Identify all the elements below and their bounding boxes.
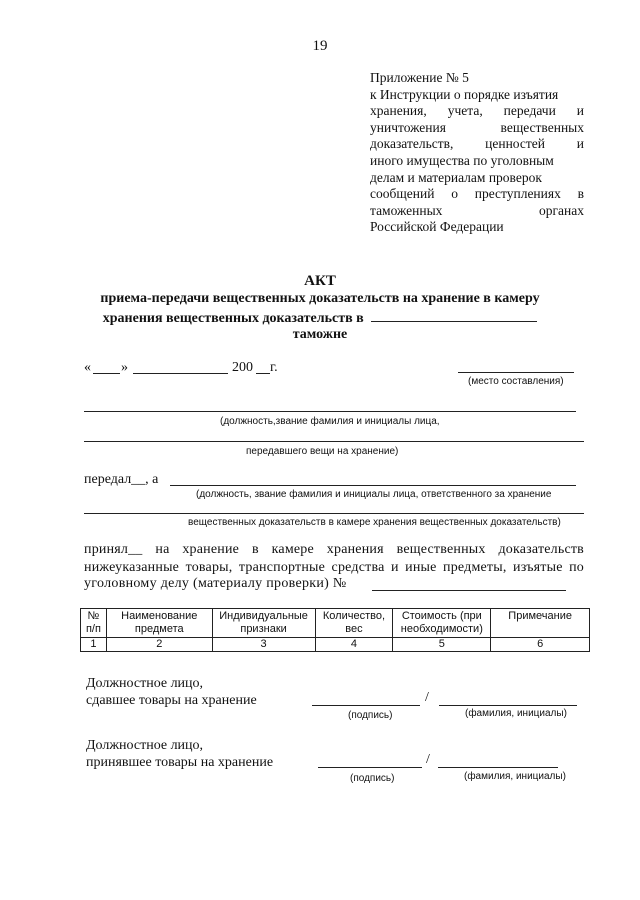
name-blank-2[interactable] (438, 767, 558, 768)
name-blank-1[interactable] (439, 705, 577, 706)
table-header-cell: Стоимость (при необходимости) (393, 609, 491, 638)
appendix-line: делам и материалам проверок (370, 169, 542, 185)
date-day-close-quote: » (121, 360, 128, 375)
appendix-line: сообщений о преступлениях в (370, 186, 584, 202)
signature-label-1: Должностное лицо, сдавшее товары на хранение (86, 676, 257, 708)
name-caption-2: (фамилия, инициалы) (464, 771, 566, 782)
appendix-line: иного имущества по уголовным (370, 152, 554, 168)
paragraph-line-3: уголовному делу (материалу проверки) № (84, 576, 347, 591)
table-number-row (81, 638, 590, 652)
table-cell: 1 (81, 638, 107, 652)
receiver-caption-1: (должность, звание фамилия и инициалы лица, ответственного за хранение (196, 489, 552, 500)
transferor-caption-1: (должность,звание фамилия и инициалы лица, (220, 416, 440, 427)
page-number: 19 (312, 38, 328, 54)
place-caption: (место составления) (468, 376, 564, 387)
table-header-cell: Индивидуальные признаки (212, 609, 315, 638)
appendix-line: таможенных органах (370, 202, 584, 218)
table-header-row (81, 609, 590, 638)
name-caption-1: (фамилия, инициалы) (465, 708, 567, 719)
act-title: АКТ (304, 273, 336, 289)
acceptance-paragraph (84, 541, 584, 576)
date-day-blank[interactable] (93, 373, 120, 374)
appendix-line: хранения, учета, передачи и (370, 103, 584, 119)
transferor-caption-2: передавшего вещи на хранение) (246, 446, 399, 457)
table-cell: 2 (106, 638, 212, 652)
table-header-cell: Примечание (491, 609, 590, 638)
table-header-cell: № п/п (81, 609, 107, 638)
date-year-suffix: г. (270, 360, 278, 375)
table-header-cell: Наименование предмета (106, 609, 212, 638)
transferor-line-2[interactable] (84, 441, 584, 442)
signature-blank-1[interactable] (312, 705, 420, 706)
table-cell: 4 (315, 638, 393, 652)
signature-label-2: Должностное лицо, принявшее товары на хранение (86, 738, 274, 770)
signature-slash-1: / (425, 690, 429, 705)
appendix-line: Российской Федерации (370, 219, 504, 235)
customs-name-blank[interactable] (371, 309, 537, 322)
paragraph-line: принял__ на хранение в камере хранения вещественных доказательств (84, 542, 584, 557)
appendix-line: доказательств, ценностей и (370, 136, 584, 152)
signature-slash-2: / (426, 752, 430, 767)
receiver-line-1[interactable] (170, 485, 576, 486)
act-subtitle-line4: таможне (292, 327, 348, 342)
paragraph-line: нижеуказанные товары, транспортные средства и иные предметы, изъятые по (84, 559, 584, 575)
place-blank[interactable] (458, 372, 574, 373)
case-number-blank[interactable] (372, 590, 566, 591)
date-year-prefix: 200 (232, 360, 253, 375)
transferor-line-1[interactable] (84, 411, 576, 412)
table-cell: 6 (491, 638, 590, 652)
table-header-cell: Количество, вес (315, 609, 393, 638)
appendix-line: Приложение № 5 (370, 70, 469, 85)
receiver-lead: передал__, а (84, 472, 159, 487)
appendix-line: к Инструкции о порядке изъятия (370, 86, 559, 102)
act-subtitle: приема-передачи вещественных доказательств на хранение в камеру (100, 291, 540, 306)
appendix-line: уничтожения вещественных (370, 119, 584, 135)
table-cell: 3 (212, 638, 315, 652)
receiver-caption-2: вещественных доказательств в камере хранения вещественных доказательств) (188, 517, 561, 528)
sign-caption-2: (подпись) (350, 773, 395, 784)
receiver-line-2[interactable] (84, 513, 584, 514)
act-subtitle-line3 (0, 309, 640, 327)
appendix-block (370, 70, 584, 236)
table-cell: 5 (393, 638, 491, 652)
date-month-blank[interactable] (133, 373, 228, 374)
items-table (80, 608, 590, 652)
signature-blank-2[interactable] (318, 767, 422, 768)
sign-caption-1: (подпись) (348, 710, 393, 721)
date-day-open-quote: « (84, 360, 91, 375)
act-subtitle-text: хранения вещественных доказательств в (102, 311, 364, 326)
date-year-blank[interactable] (256, 373, 270, 374)
